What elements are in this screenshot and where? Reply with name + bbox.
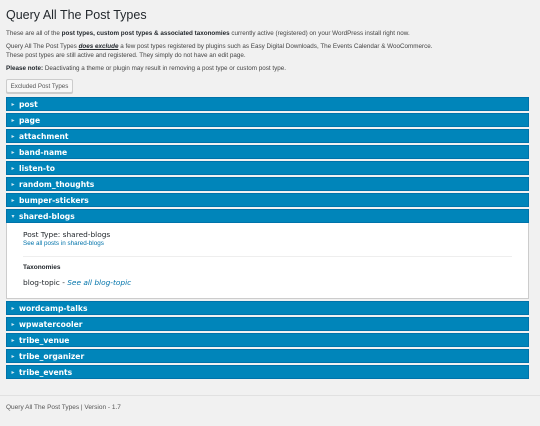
page-title: Query All The Post Types (6, 8, 147, 22)
taxonomies-heading: Taxonomies (23, 264, 61, 271)
caret-right-icon: ▸ (11, 149, 15, 156)
excluded-post-types-button[interactable]: Excluded Post Types (6, 79, 73, 93)
caret-right-icon: ▸ (11, 369, 15, 376)
post-type-row-tribe-organizer[interactable]: ▸ tribe_organizer (6, 349, 529, 363)
post-type-row-listen-to[interactable]: ▸ listen-to (6, 161, 529, 175)
post-type-row-post[interactable]: ▸ post (6, 97, 529, 111)
intro-paragraph: These are all of the post types, custom post types & associated taxonomies currently active (registered) on your WordPress install right now. (6, 30, 410, 37)
caret-right-icon: ▸ (11, 101, 15, 108)
post-type-row-attachment[interactable]: ▸ attachment (6, 129, 529, 143)
post-type-row-wordcamp-talks[interactable]: ▸ wordcamp-talks (6, 301, 529, 315)
see-all-posts-link[interactable]: See all posts in shared-blogs (23, 240, 104, 247)
note-paragraph: Please note: Deactivating a theme or plugin may result in removing a post type or custom post type. (6, 65, 287, 72)
caret-right-icon: ▸ (11, 165, 15, 172)
post-type-row-tribe-events[interactable]: ▸ tribe_events (6, 365, 529, 379)
exclude-emphasis: does exclude (78, 43, 119, 50)
caret-right-icon: ▸ (11, 305, 15, 312)
caret-right-icon: ▸ (11, 353, 15, 360)
caret-right-icon: ▸ (11, 337, 15, 344)
post-type-row-page[interactable]: ▸ page (6, 113, 529, 127)
intro-bold: post types, custom post types & associated taxonomies (61, 30, 230, 37)
footer-text: Query All The Post Types | Version - 1.7 (6, 404, 121, 411)
caret-right-icon: ▸ (11, 321, 15, 328)
caret-right-icon: ▸ (11, 197, 15, 204)
shared-blogs-panel (6, 223, 529, 299)
post-type-row-shared-blogs[interactable]: ▾ shared-blogs (6, 209, 529, 223)
main-content (6, 0, 529, 377)
footer-divider (0, 395, 540, 396)
post-type-row-wpwatercooler[interactable]: ▸ wpwatercooler (6, 317, 529, 331)
post-type-row-random-thoughts[interactable]: ▸ random_thoughts (6, 177, 529, 191)
note-label: Please note: (6, 65, 44, 72)
caret-down-icon: ▾ (11, 213, 15, 220)
see-all-blog-topic-link[interactable]: See all blog-topic (67, 278, 132, 287)
caret-right-icon: ▸ (11, 117, 15, 124)
panel-divider (23, 256, 512, 257)
post-type-row-band-name[interactable]: ▸ band-name (6, 145, 529, 159)
post-type-line: Post Type: shared-blogs (23, 230, 111, 239)
exclude-paragraph: Query All The Post Types does exclude a few post types registered by plugins such as Easy Digital Downloads, The Events Calendar & WooCommerce. These post types are still active and registered. They simply do not have an edit page. (6, 43, 433, 59)
post-type-row-bumper-stickers[interactable]: ▸ bumper-stickers (6, 193, 529, 207)
exclude-line-2: These post types are still active and registered. They simply do not have an edit page. (6, 51, 246, 59)
caret-right-icon: ▸ (11, 181, 15, 188)
caret-right-icon: ▸ (11, 133, 15, 140)
post-type-list (6, 97, 529, 381)
post-type-row-tribe-venue[interactable]: ▸ tribe_venue (6, 333, 529, 347)
taxonomy-line: blog-topic - See all blog-topic (23, 278, 132, 287)
